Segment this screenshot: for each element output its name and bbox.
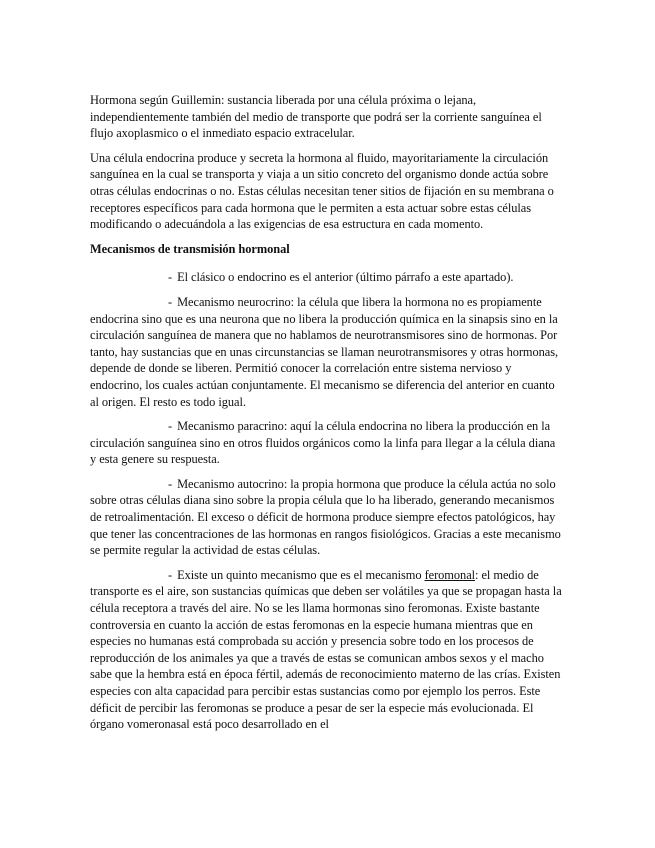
- bullet-text: Mecanismo neurocrino: la célula que libera la hormona no es propiamente endocrina sino que es una neurona que no libera la producción química en la sinapsis sino en la circulación sanguínea de manera que no hablamos de neurotransmisores sino de hormonas. Por tanto, hay sustancias que en unas circunstancias se llaman neurotransmisores y otras hormonas, depende de donde se liberen. Permitió conocer la correlación entre sistema nervioso y endocrino, los cuales actúan conjuntamente. El mecanismo se diferencia del anterior en cuanto al origen. El resto es todo igual.: [90, 294, 559, 409]
- bullet-item-autocrine: [90, 476, 562, 559]
- bullet-item-pheromonal: [90, 567, 562, 733]
- bullet-text: Mecanismo paracrino: aquí la célula endocrina no libera la producción en la circulación sanguínea sino en otros fluidos orgánicos como la linfa para llegar a la célula diana y esta genere su respuesta.: [90, 419, 556, 467]
- underlined-term: feromonal: [424, 567, 476, 582]
- bullet-item-neurocrine: [90, 294, 562, 410]
- bullet-item-endocrine: [90, 269, 562, 286]
- bullet-marker: -: [168, 476, 173, 491]
- paragraph-definition: Hormona según Guillemin: sustancia liberada por una célula próxima o lejana, independientemente también del medio de transporte que podrá ser la corriente sanguínea el flujo axoplasmico o el inmediato espacio extracelular.: [90, 93, 542, 141]
- bullet-item-paracrine: [90, 418, 562, 468]
- section-heading: Mecanismos de transmisión hormonal: [90, 241, 290, 256]
- bullet-marker: -: [168, 419, 173, 434]
- document-body: [90, 92, 562, 741]
- bullet-marker: -: [168, 294, 173, 309]
- paragraph-endocrine-cell: Una célula endocrina produce y secreta la hormona al fluido, mayoritariamente la circulación sanguínea en la cual se transporta y viaja a un sitio concreto del organismo donde actúa sobre otras células endocrinas o no. Estas células necesitan tener sitios de fijación en su membrana o receptores específicos para cada hormona que le permiten a esta actuar sobre estas células modificando o adecuándola a las exigencias de esa estructura en cada momento.: [90, 150, 554, 232]
- bullet-marker: -: [168, 270, 173, 285]
- bullet-text-after: : el medio de transporte es el aire, son sustancias químicas que deben ser volátiles ya que se propagan hasta la célula receptora a través del aire. No se les llama hormonas sino feromonas. Existe bastante controversia en cuanto la acción de estas feromonas en la especie humana mientras que en especies no humanas está comprobada su acción y presencia sobre todo en los procesos de reproducción de los animales ya que a través de estas se comunican ambos sexos y el macho sabe que la hembra está en época fértil, además de reconocimiento materno de las crías. Existen especies con alta capacidad para percibir estas sustancias como por ejemplo los perros. Este déficit de percibir las feromonas se produce a pesar de ser la especie más evolucionada. El órgano vomeronasal está poco desarrollado en el: [90, 567, 562, 732]
- bullet-text: Mecanismo autocrino: la propia hormona que produce la célula actúa no solo sobre otras células diana sino sobre la propia célula que lo ha liberado, generando mecanismos de retroalimentación. El exceso o déficit de hormona produce siempre efectos patológicos, hay que tener las concentraciones de las hormonas en rangos fisiológicos. Gracias a este mecanismo se permite regular la actividad de estas células.: [90, 476, 561, 558]
- bullet-marker: -: [168, 567, 173, 582]
- bullet-text-before: Existe un quinto mecanismo que es el mecanismo: [177, 567, 425, 582]
- bullet-text: El clásico o endocrino es el anterior (último párrafo a este apartado).: [177, 270, 514, 285]
